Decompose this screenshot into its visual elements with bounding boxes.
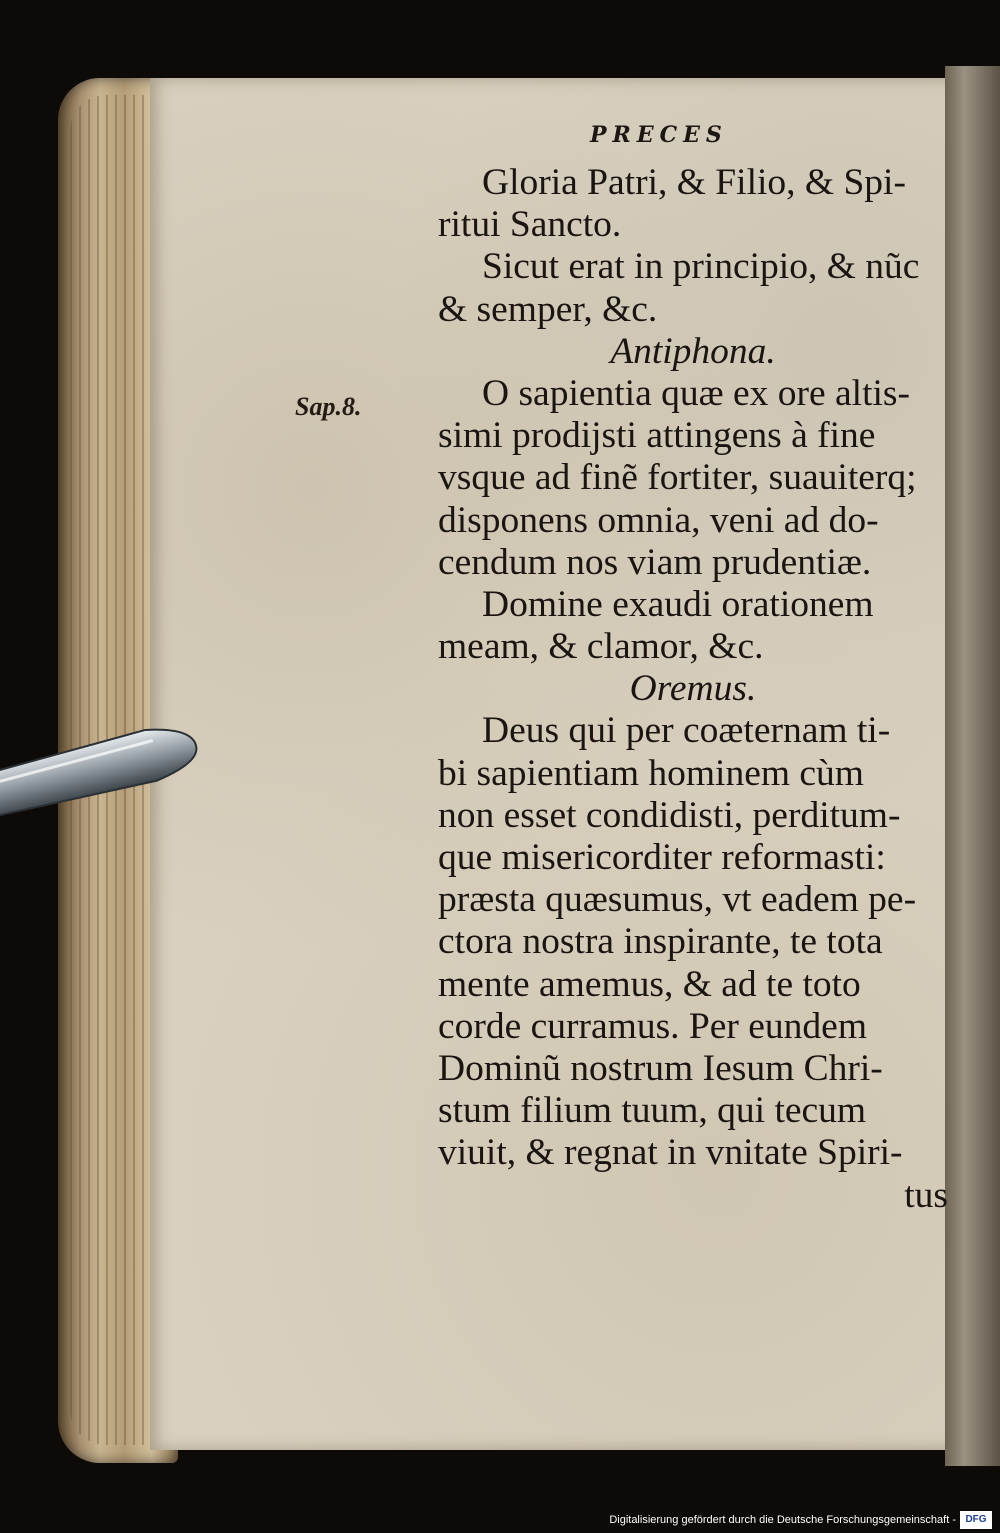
- text-line: stum filium tuum, qui tecum: [438, 1090, 867, 1132]
- marginal-note: Sap.8.: [295, 392, 362, 421]
- text-line: viuit, & regnat in vnitate Spiri-: [438, 1132, 903, 1174]
- text-line: simi prodijsti attingens à fine: [438, 415, 876, 457]
- text-line: Gloria Patri, & Filio, & Spi-: [482, 162, 906, 203]
- text-line: bi sapientiam hominem cùm: [438, 752, 864, 794]
- text-line: O sapientia quæ ex ore altis-: [482, 372, 911, 414]
- dfg-logo: DFG: [960, 1511, 992, 1529]
- text-line: corde curramus. Per eundem: [438, 1005, 867, 1047]
- text-line: Antiphona.: [610, 330, 776, 372]
- text-line: tus: [904, 1174, 948, 1216]
- text-line: ritui Sancto.: [438, 204, 622, 246]
- text-line: cendum nos viam prudentiæ.: [438, 541, 872, 583]
- text-line: Sicut erat in principio, & nũc: [482, 246, 920, 288]
- text-line: Oremus.: [629, 668, 757, 710]
- text-line: disponens omnia, veni ad do-: [438, 499, 879, 541]
- text-line: præsta quæsumus, vt eadem pe-: [438, 879, 917, 921]
- footer-credit: Digitalisierung gefördert durch die Deutsche Forschungsgemeinschaft -: [609, 1514, 956, 1526]
- text-line: Dominũ nostrum Iesum Chri-: [438, 1047, 883, 1089]
- body-text: [438, 162, 948, 1217]
- text-line: ctora nostra inspirante, te tota: [438, 921, 883, 963]
- text-line: Domine exaudi orationem: [482, 583, 874, 625]
- book-gutter: [945, 66, 1000, 1466]
- text-line: Deus qui per coæternam ti-: [482, 710, 891, 752]
- text-line: & semper, &c.: [438, 288, 658, 330]
- running-head: PRECES: [590, 122, 728, 148]
- text-line: non esset condidisti, perditum-: [438, 794, 901, 836]
- text-line: vsque ad finẽ fortiter, suauiterq;: [438, 457, 917, 499]
- text-line: mente amemus, & ad te toto: [438, 963, 861, 1005]
- text-line: meam, & clamor, &c.: [438, 626, 764, 668]
- text-line: que misericorditer reformasti:: [438, 837, 886, 878]
